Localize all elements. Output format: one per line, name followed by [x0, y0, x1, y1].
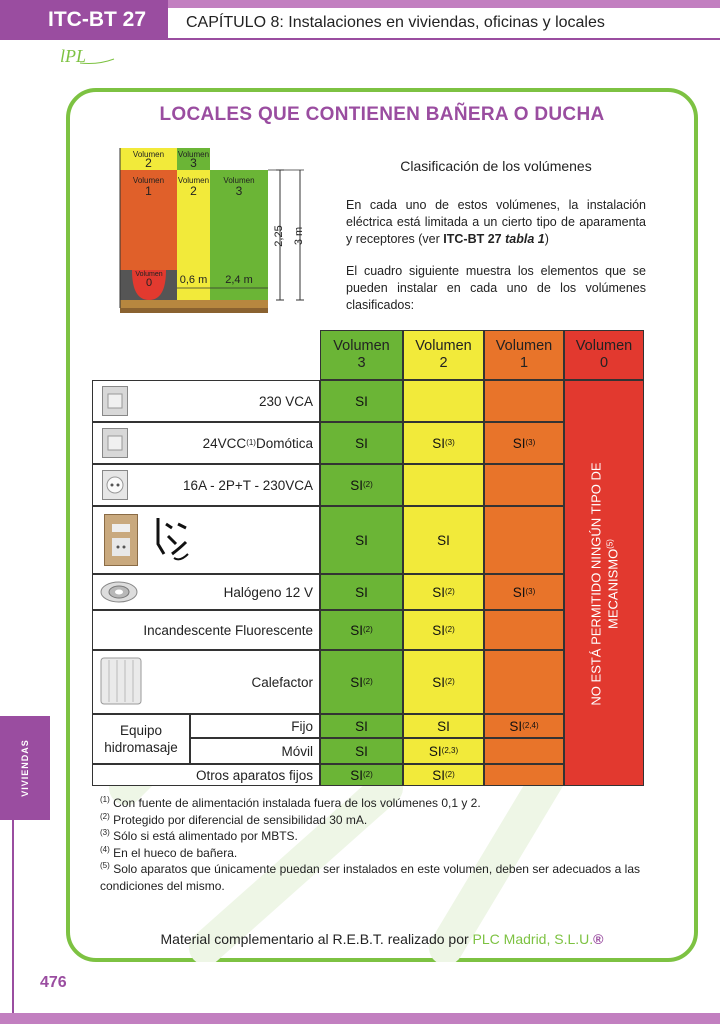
- cell-24vcc-v3: SI: [320, 422, 403, 464]
- cell-fijo-v3: SI: [320, 714, 403, 738]
- footnote: $^{(3)}$ Sólo si está alimentado por MBTS.: [100, 828, 298, 843]
- radiator-icon: [100, 656, 142, 708]
- cell-16a-v1: [484, 464, 564, 506]
- row-label-halogeno: Halógeno 12 V: [92, 574, 320, 610]
- header-volumen-1: Volumen 1: [484, 330, 564, 380]
- row-label-230vca: 230 VCA: [92, 380, 320, 422]
- footnote: $^{(1)}$ Con fuente de alimentación instalada fuera de los volúmenes 0,1 y 2.: [100, 795, 481, 810]
- header-volumen-0: Volumen 0: [564, 330, 644, 380]
- footnote: $^{(4)}$ En el hueco de bañera.: [100, 844, 238, 860]
- side-section-tab: VIVIENDAS: [0, 716, 50, 820]
- cell-calefactor-v3: SI (2): [320, 650, 403, 714]
- footer-company: PLC Madrid, S.L.U.: [472, 931, 594, 947]
- cell-incandescente-v3: SI (2): [320, 610, 403, 650]
- cell-fijo-v2: SI: [403, 714, 484, 738]
- cell-movil-v2: SI (2,3): [403, 738, 484, 764]
- cell-movil-v1: [484, 738, 564, 764]
- page-number: 476: [40, 974, 67, 991]
- header-volumen-2: Volumen 2: [403, 330, 484, 380]
- cell-halogeno-v2: SI (2): [403, 574, 484, 610]
- footnotes: [100, 795, 640, 894]
- header-tag: ITC-BT 27: [0, 0, 168, 40]
- side-rule: [12, 820, 14, 1024]
- intro-paragraph: En cada uno de estos volúmenes, la instalación eléctrica está limitada a un cierto tipo de aparamenta y receptores (ver ITC-BT 27 tabla 1): [346, 198, 646, 246]
- cell-calefactor-v2: SI (2): [403, 650, 484, 714]
- cell-shaver-v1: [484, 506, 564, 574]
- cell-otros-v2: SI (2): [403, 764, 484, 786]
- diagram-label-vol3-top: Volumen 3: [177, 150, 210, 170]
- cell-halogeno-v3: SI: [320, 574, 403, 610]
- footer-reg-mark: ®: [593, 931, 604, 947]
- cell-230vca-v3: SI: [320, 380, 403, 422]
- plc-logo-icon: [58, 45, 118, 67]
- cell-halogeno-v1: SI (3): [484, 574, 564, 610]
- row-label-24vcc: 24VCC (1) Domótica: [92, 422, 320, 464]
- switch-icon: [102, 386, 128, 416]
- header-volumen-3: Volumen 3: [320, 330, 403, 380]
- dimension-3m: 3 m: [293, 226, 305, 246]
- cell-otros-v3: SI (2): [320, 764, 403, 786]
- footnote: $^{(2)}$ Protegido por diferencial de sensibilidad 30 mA.: [100, 811, 368, 827]
- header-rule: [168, 38, 720, 40]
- diagram-label-vol2-top: Volumen 2: [132, 150, 165, 170]
- table-intro-paragraph: El cuadro siguiente muestra los elementos que se pueden instalar en cada uno de los volúmenes clasificados:: [346, 264, 646, 312]
- chapter-name: : Instalaciones en viviendas, oficinas y locales: [279, 14, 605, 31]
- cell-otros-v1: [484, 764, 564, 786]
- row-label-otros: Otros aparatos fijos: [92, 764, 320, 786]
- cell-24vcc-v1: SI (3): [484, 422, 564, 464]
- cell-movil-v3: SI: [320, 738, 403, 764]
- cell-fijo-v1: SI (2,4): [484, 714, 564, 738]
- footer-band: [0, 1013, 720, 1024]
- cell-shaver-v3: SI: [320, 506, 403, 574]
- dimension-225: 2,25: [273, 225, 285, 247]
- diagram-label-vol3: Volumen 3: [223, 176, 255, 198]
- volumen-0-note: NO ESTÁ PERMITIDO NINGÚN TIPO DE MECANISMO$^{(5)}$: [589, 462, 621, 706]
- cell-230vca-v1: [484, 380, 564, 422]
- row-label-16a: 16A - 2P+T - 230VCA: [92, 464, 320, 506]
- socket-icon: [102, 470, 128, 500]
- cell-16a-v3: SI (2): [320, 464, 403, 506]
- shaver-socket-icon: [104, 514, 138, 566]
- diagram-label-vol2: Volumen 2: [177, 176, 210, 198]
- cell-incandescente-v1: [484, 610, 564, 650]
- volumes-table: [92, 330, 644, 786]
- cell-calefactor-v1: [484, 650, 564, 714]
- classification-title: Clasificación de los volúmenes: [400, 158, 592, 174]
- chapter-label: CAPÍTULO 8: [186, 14, 280, 31]
- footer-credit: Material complementario al R.E.B.T. realizado por PLC Madrid, S.L.U.®: [160, 931, 604, 947]
- cell-volumen-0-merged: [564, 380, 644, 786]
- diagram-label-vol0: Volumen 0: [135, 271, 163, 289]
- row-label-movil: Móvil: [190, 738, 320, 764]
- row-label-calefactor: Calefactor: [92, 650, 320, 714]
- shaver-icon: [150, 514, 196, 566]
- page-title: LOCALES QUE CONTIENEN BAÑERA O DUCHA: [159, 104, 605, 125]
- chapter-title: [186, 14, 605, 32]
- row-label-fijo: Fijo: [190, 714, 320, 738]
- cell-shaver-v2: SI: [403, 506, 484, 574]
- switch-icon: [102, 428, 128, 458]
- cell-16a-v2: [403, 464, 484, 506]
- dimension-24m: 2,4 m: [225, 274, 253, 286]
- bathroom-volumes-diagram: [110, 140, 320, 315]
- cell-incandescente-v2: SI (2): [403, 610, 484, 650]
- diagram-label-vol1: Volumen 1: [132, 176, 165, 198]
- svg-text:lPL: lPL: [60, 46, 87, 66]
- downlight-icon: [100, 580, 138, 604]
- row-label-hidromasaje: Equipo hidromasaje: [92, 714, 190, 764]
- footnote: $^{(5)}$ Solo aparatos que únicamente puedan ser instalados en este volumen, deben ser adecuados a las condiciones del mismo.: [100, 861, 640, 893]
- row-label-incandescente: Incandescente Fluorescente: [92, 610, 320, 650]
- dimension-06m: 0,6 m: [179, 274, 208, 286]
- cell-230vca-v2: [403, 380, 484, 422]
- cell-24vcc-v2: SI (3): [403, 422, 484, 464]
